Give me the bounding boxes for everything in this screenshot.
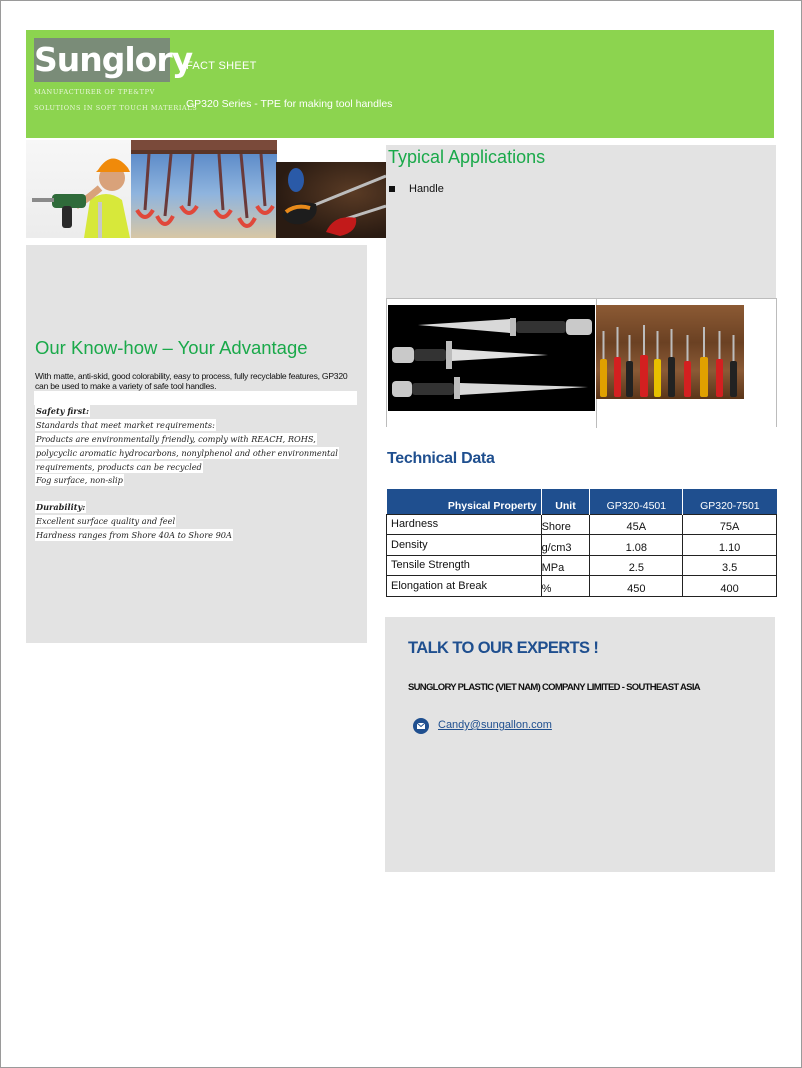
table-row (387, 514, 777, 535)
value-cell: 450 (590, 576, 683, 597)
logo-tagline-line2: SOLUTIONS IN SOFT TOUCH MATERIALS (34, 104, 198, 112)
photo-knives (388, 305, 595, 411)
knowhow-intro: With matte, anti-skid, good colorability, easy to process, fully recyclable features, GP320 can be used to make a variety of safe tool handles. (35, 371, 348, 391)
property-cell: Hardness (387, 514, 542, 535)
value-cell: 400 (683, 576, 777, 597)
safety-heading: Safety first: (36, 406, 90, 416)
table-row (387, 576, 777, 597)
table-row (387, 535, 777, 556)
applications-title: Typical Applications (388, 147, 546, 167)
typical-applications-panel (386, 145, 776, 298)
series-title: GP320 Series - TPE for making tool handles (186, 98, 393, 110)
value-cell: 1.08 (590, 535, 683, 556)
document-type: FACT SHEET (186, 60, 257, 72)
unit-cell: % (541, 576, 590, 597)
experts-title: TALK TO OUR EXPERTS ! (408, 639, 599, 657)
durability-heading: Durability: (36, 502, 86, 512)
durability-line: Excellent surface quality and feel (36, 516, 176, 526)
technical-data-table (386, 489, 777, 597)
contact-experts-panel (385, 617, 775, 872)
value-cell: 2.5 (590, 555, 683, 576)
square-bullet-icon (389, 186, 395, 192)
durability-line: Hardness ranges from Shore 40A to Shore 90A (36, 530, 232, 540)
envelope-icon (413, 718, 429, 734)
knowhow-title: Our Know-how – Your Advantage (35, 337, 308, 358)
value-cell: 75A (683, 514, 777, 535)
safety-line: Fog surface, non-slip (36, 475, 123, 485)
safety-line: polycyclic aromatic hydrocarbons, nonylphenol and other environmental (36, 448, 338, 458)
photo-screwdrivers (596, 305, 744, 399)
photo-worker-with-drill (26, 140, 132, 238)
column-header: GP320-4501 (590, 489, 683, 514)
column-header: GP320-7501 (683, 489, 777, 514)
property-cell: Tensile Strength (387, 555, 542, 576)
logo-tagline-line1: MANUFACTURER OF TPE&TPV (34, 88, 155, 96)
unit-cell: g/cm3 (541, 535, 590, 556)
photo-tool-handles (276, 162, 386, 238)
table-header-row (387, 489, 777, 514)
column-header: Unit (541, 489, 590, 514)
safety-line: Products are environmentally friendly, comply with REACH, ROHS, (36, 434, 316, 444)
column-header: Physical Property (387, 489, 542, 514)
value-cell: 1.10 (683, 535, 777, 556)
contact-email-link[interactable]: Candy@sungallon.com (438, 719, 552, 731)
company-logo: Sunglory (34, 38, 170, 82)
property-cell: Density (387, 535, 542, 556)
table-row (387, 555, 777, 576)
technical-data-title: Technical Data (387, 450, 495, 467)
knowhow-blank-line (34, 391, 357, 405)
company-name: SUNGLORY PLASTIC (VIET NAM) COMPANY LIMITED - SOUTHEAST ASIA (408, 682, 700, 693)
unit-cell: MPa (541, 555, 590, 576)
value-cell: 3.5 (683, 555, 777, 576)
property-cell: Elongation at Break (387, 576, 542, 597)
value-cell: 45A (590, 514, 683, 535)
safety-line: Standards that meet market requirements: (36, 420, 215, 430)
unit-cell: Shore (541, 514, 590, 535)
knowhow-panel (26, 245, 367, 643)
photo-gym-rings (131, 140, 277, 238)
header-banner (26, 30, 774, 138)
application-item: Handle (409, 183, 444, 195)
safety-line: requirements, products can be recycled (36, 462, 202, 472)
